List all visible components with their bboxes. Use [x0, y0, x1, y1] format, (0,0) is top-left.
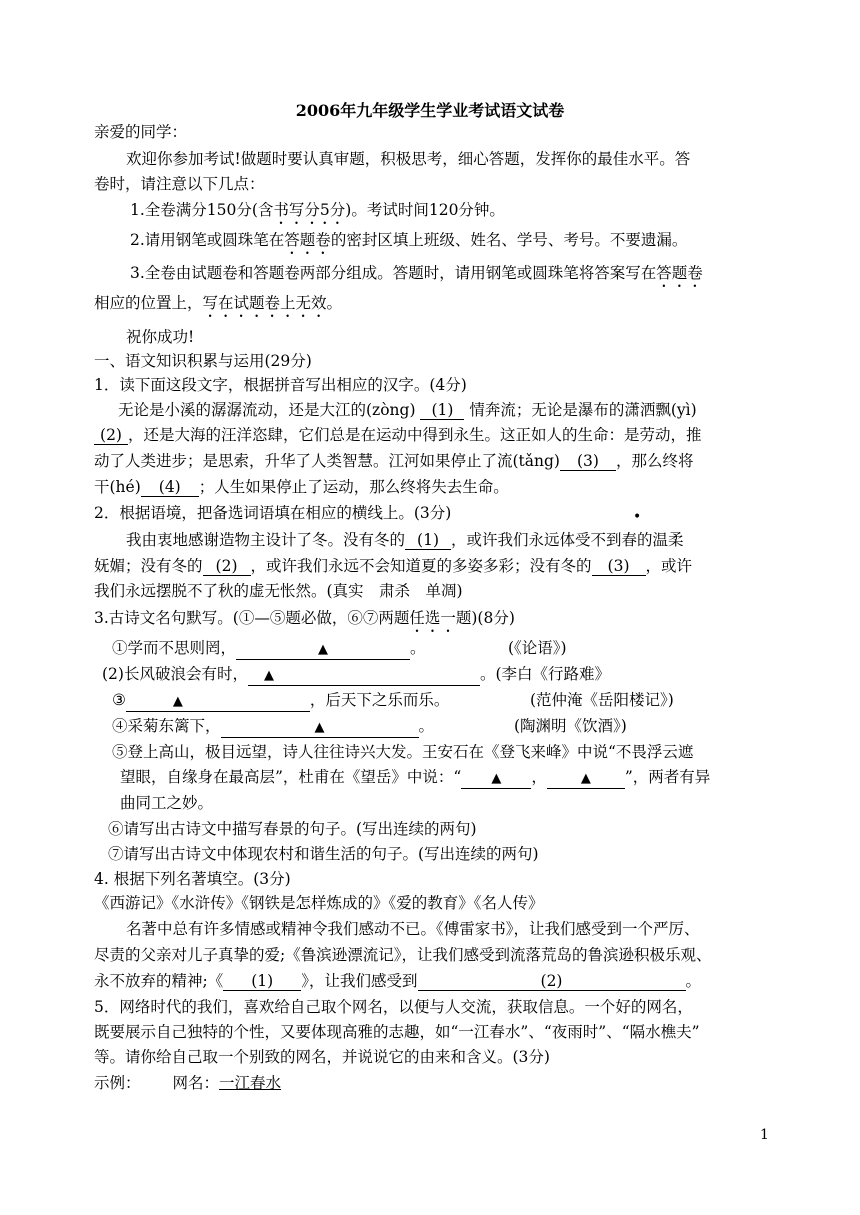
netname-label: 网名： [172, 1074, 220, 1092]
answer-blank[interactable] [461, 768, 531, 789]
emphasis-text: 答题卷 [284, 231, 331, 249]
poem-item: ④采菊东篱下， ▲ 。 [112, 715, 434, 738]
triangle-icon: ▲ [172, 694, 183, 709]
answer-blank[interactable] [547, 768, 625, 789]
question-stem: 2．根据语境，把备选词语填在相应的横线上。(3分) [94, 504, 452, 522]
question-text: 我由衷地感谢造物主设计了冬。没有冬的 (1) ，或许我们永远体受不到春的温柔 [126, 531, 684, 549]
answer-blank[interactable]: (2) [94, 426, 128, 445]
page-title: 2006年九年级学生学业考试语文试卷 [295, 101, 565, 120]
greeting: 亲爱的同学： [94, 123, 188, 141]
question-stem: 3.古诗文名句默写。(①—⑤题必做，⑥⑦两题任选一题)(8分) [94, 609, 515, 627]
answer-blank[interactable]: (4) [141, 478, 199, 497]
answer-blank[interactable] [126, 691, 310, 712]
answer-blank[interactable]: (3) [592, 557, 646, 576]
poem-source: (陶渊明《饮酒》) [514, 717, 627, 735]
question-text: 干(hé) (4) ；人生如果停止了运动，那么终将失去生命。 [94, 478, 509, 496]
wish-text: 祝你成功! [126, 328, 195, 346]
note-item: 2.请用钢笔或圆珠笔在答题卷的密封区填上班级、姓名、学号、考号。不要遗漏。 [130, 231, 688, 249]
question-text: 我们永远摆脱不了秋的虚无怅然。(真实 肃杀 单凋) [94, 582, 463, 600]
question-text: 名著中总有许多情感或精神令我们感动不已。《傅雷家书》，让我们感受到一个严厉、 [126, 920, 700, 938]
note-item: 3.全卷由试题卷和答题卷两部分组成。答题时，请用钢笔或圆珠笔将答案写在答题卷 [130, 264, 703, 282]
question-text: (2) ，还是大海的汪洋恣肆，它们总是在运动中得到永生。这正如人的生命：是劳动，推 [94, 424, 702, 446]
question-text: 5．网络时代的我们，喜欢给自己取个网名，以便与人交流，获取信息。一个好的网名， [94, 998, 693, 1016]
poem-item: 曲同工之妙。 [120, 794, 214, 812]
triangle-icon: ▲ [580, 771, 591, 786]
poem-source: (范仲淹《岳阳楼记》) [530, 691, 674, 709]
answer-blank[interactable]: (1) [405, 531, 451, 550]
intro-text: 欢迎你参加考试!做题时要认真审题，积极思考，细心答题，发挥你的最佳水平。答 [126, 150, 691, 168]
question-text: 妩媚；没有冬的 (2) ，或许我们永远不会知道夏的多姿多彩；没有冬的 (3) ，或许 [94, 557, 693, 575]
triangle-icon: ▲ [318, 642, 329, 657]
emphasis-text: 书写分5分 [273, 201, 346, 219]
note-item: 1.全卷满分150分(含书写分5分)。考试时间120分钟。 [130, 201, 505, 219]
emphasis-text: 答题卷 [656, 264, 703, 282]
note-item-continued: 相应的位置上，写在试题卷上无效。 [94, 294, 343, 312]
question-text: 尽责的父亲对儿子真挚的爱;《鲁滨逊漂流记》，让我们感受到流落荒岛的鲁滨逊积极乐观、 [94, 946, 712, 964]
answer-blank[interactable] [236, 639, 410, 660]
triangle-icon: ▲ [491, 771, 502, 786]
emphasis-text: 任选一 [409, 609, 456, 627]
answer-blank[interactable] [221, 717, 419, 738]
answer-blank[interactable]: (3) [560, 452, 616, 471]
poem-item: (2)长风破浪会有时， ▲ 。(李白《行路难》 [102, 663, 610, 686]
question-text: 永不放弃的精神;《 (1) 》，让我们感受到 (2) 。 [94, 972, 702, 990]
page-number: 1 [760, 1127, 769, 1143]
poem-item: ⑦请写出古诗文中体现农村和谐生活的句子。(写出连续的两句) [108, 845, 539, 863]
stray-dot: • [633, 509, 642, 525]
answer-blank[interactable]: (2) [203, 557, 251, 576]
example-label: 示例： [94, 1074, 141, 1092]
question-text: 动了人类进步；是思索，升华了人类智慧。江河如果停止了流(tǎng) (3) ，那么终将 [94, 452, 694, 470]
question-stem: 1．读下面这段文字，根据拼音写出相应的汉字。(4分) [94, 376, 467, 394]
triangle-icon: ▲ [314, 720, 325, 735]
poem-item: 望眼，自缘身在最高层”，杜甫在《望岳》中说：“ ▲ ， ▲ ”，两者有异 [120, 766, 710, 789]
question-stem: 4. 根据下列名著填空。(3分) [94, 870, 291, 888]
question-text: 无论是小溪的潺潺流动，还是大江的(zòng) (1) 情奔流；无论是瀑布的潇洒飘(yì) [118, 401, 697, 419]
section-heading: 一、语文知识积累与运用(29分) [94, 352, 312, 370]
poem-item: ⑤登上高山，极目远望，诗人往往诗兴大发。王安石在《登飞来峰》中说“不畏浮云遮 [112, 743, 694, 761]
poem-source: (《论语》) [508, 639, 567, 657]
answer-blank[interactable]: (1) [223, 972, 301, 991]
answer-blank[interactable]: (2) [418, 972, 686, 991]
poem-item: ①学而不思则罔， ▲ 。 [112, 637, 426, 660]
answer-blank[interactable] [248, 665, 480, 686]
book-list: 《西游记》《水浒传》《钢铁是怎样炼成的》《爱的教育》《名人传》 [94, 894, 544, 912]
netname-value: 一江春水 [219, 1074, 282, 1092]
triangle-icon: ▲ [263, 668, 274, 683]
question-text: 等。请你给自己取一个别致的网名，并说说它的由来和含义。(3分) [94, 1048, 550, 1066]
poem-item: ③ ▲ ，后天下之乐而乐。 [112, 689, 449, 712]
example-line [94, 1072, 281, 1094]
answer-blank[interactable]: (1) [420, 401, 464, 420]
intro-text: 卷时，请注意以下几点： [94, 175, 265, 193]
poem-item: ⑥请写出古诗文中描写春景的句子。(写出连续的两句) [108, 820, 477, 838]
emphasis-text: 写在试题卷上无效 [202, 294, 327, 312]
question-text: 既要展示自己独特的个性，又要体现高雅的志趣，如“一江春水”、“夜雨时”、“隔水樵夫” [94, 1023, 700, 1041]
